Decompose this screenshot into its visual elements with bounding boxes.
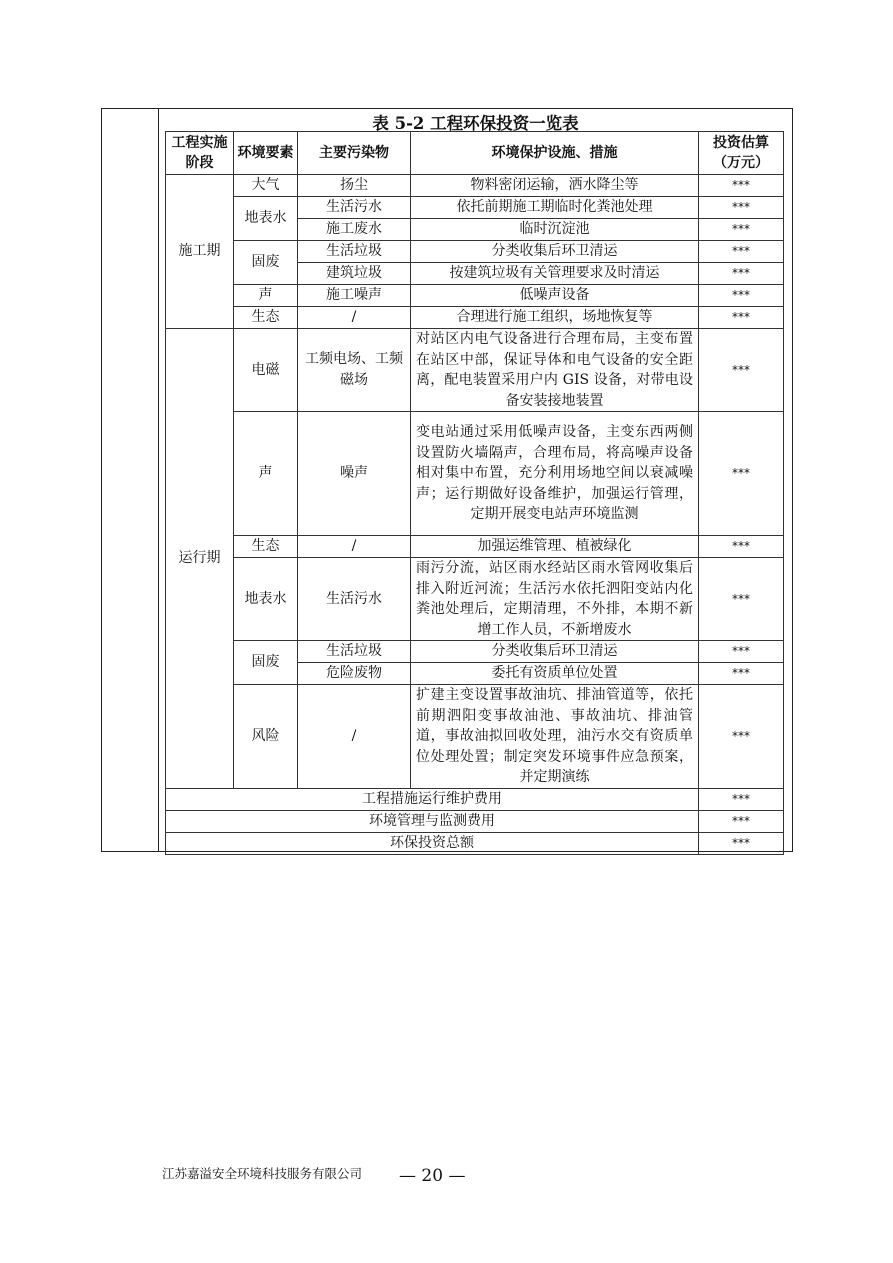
pollutant-cell: 施工废水	[298, 219, 411, 241]
invest-cell: ***	[699, 263, 784, 285]
pollutant-cell: 生活污水	[298, 558, 411, 641]
invest-cell: ***	[699, 558, 784, 641]
measure-cell: 依托前期施工期临时化粪池处理	[411, 197, 699, 219]
pollutant-cell: /	[298, 307, 411, 329]
element-cell: 固废	[234, 241, 298, 285]
element-cell: 固废	[234, 641, 298, 685]
invest-cell: ***	[699, 197, 784, 219]
pollutant-cell: 施工噪声	[298, 285, 411, 307]
element-cell: 声	[234, 412, 298, 536]
summary-label: 工程措施运行维护费用	[166, 788, 699, 810]
invest-cell: ***	[699, 832, 784, 854]
measure-cell: 雨污分流，站区雨水经站区雨水管网收集后排入附近河流；生活污水依托泗阳变站内化粪池处理后，定期清理，不外排，本期不新增工作人员，不新增废水	[411, 558, 699, 641]
summary-label: 环保投资总额	[166, 832, 699, 854]
table-row	[166, 536, 784, 558]
table-row	[166, 685, 784, 789]
phase-construction: 施工期	[166, 175, 234, 329]
measure-cell: 物料密闭运输，洒水降尘等	[411, 175, 699, 197]
header-measure: 环境保护设施、措施	[411, 132, 699, 175]
element-cell: 电磁	[234, 329, 298, 412]
table-row	[166, 412, 784, 536]
invest-cell: ***	[699, 810, 784, 832]
invest-cell: ***	[699, 685, 784, 789]
invest-cell: ***	[699, 241, 784, 263]
invest-cell: ***	[699, 285, 784, 307]
footer-company: 江苏嘉溢安全环境科技服务有限公司	[162, 1166, 363, 1181]
element-cell: 地表水	[234, 558, 298, 641]
pollutant-cell: 扬尘	[298, 175, 411, 197]
pollutant-cell: 建筑垃圾	[298, 263, 411, 285]
invest-cell: ***	[699, 788, 784, 810]
pollutant-cell: 噪声	[298, 412, 411, 536]
measure-cell: 委托有资质单位处置	[411, 663, 699, 685]
measure-cell: 分类收集后环卫清运	[411, 241, 699, 263]
summary-label: 环境管理与监测费用	[166, 810, 699, 832]
pollutant-cell: 生活污水	[298, 197, 411, 219]
table-row	[166, 285, 784, 307]
measure-cell: 对站区内电气设备进行合理布局，主变布置在站区中部，保证导体和电气设备的安全距离，配电装置采用户内 GIS 设备，对带电设备安装接地装置	[411, 329, 699, 412]
element-cell: 地表水	[234, 197, 298, 241]
measure-cell: 扩建主变设置事故油坑、排油管道等，依托前期泗阳变事故油池、事故油坑、排油管道，事故油拟回收处理，油污水交有资质单位处理处置；制定突发环境事件应急预案，并定期演练	[411, 685, 699, 789]
table-row	[166, 307, 784, 329]
element-cell: 生态	[234, 307, 298, 329]
header-invest: 投资估算（万元）	[699, 132, 784, 175]
table-row	[166, 197, 784, 219]
header-element: 环境要素	[234, 132, 298, 175]
table-row	[166, 329, 784, 412]
invest-cell: ***	[699, 175, 784, 197]
measure-cell: 低噪声设备	[411, 285, 699, 307]
header-pollutant: 主要污染物	[298, 132, 411, 175]
element-cell: 生态	[234, 536, 298, 558]
summary-row	[166, 788, 784, 810]
measure-cell: 临时沉淀池	[411, 219, 699, 241]
table-row	[166, 241, 784, 263]
element-cell: 大气	[234, 175, 298, 197]
measure-cell: 变电站通过采用低噪声设备，主变东西两侧设置防火墙隔声，合理布局，将高噪声设备相对集中布置，充分利用场地空间以衰减噪声；运行期做好设备维护，加强运行管理，定期开展变电站声环境监测	[411, 412, 699, 536]
measure-cell: 加强运维管理、植被绿化	[411, 536, 699, 558]
pollutant-cell: 工频电场、工频磁场	[298, 329, 411, 412]
pollutant-cell: 生活垃圾	[298, 641, 411, 663]
invest-cell: ***	[699, 219, 784, 241]
invest-cell: ***	[699, 307, 784, 329]
table-row	[166, 641, 784, 663]
summary-row	[166, 832, 784, 854]
element-cell: 风险	[234, 685, 298, 789]
pollutant-cell: 危险废物	[298, 663, 411, 685]
table-row	[166, 175, 784, 197]
pollutant-cell: 生活垃圾	[298, 241, 411, 263]
element-cell: 声	[234, 285, 298, 307]
measure-cell: 分类收集后环卫清运	[411, 641, 699, 663]
invest-cell: ***	[699, 663, 784, 685]
invest-cell: ***	[699, 641, 784, 663]
investment-table	[165, 131, 784, 855]
pollutant-cell: /	[298, 685, 411, 789]
table-row	[166, 558, 784, 641]
measure-cell: 合理进行施工组织，场地恢复等	[411, 307, 699, 329]
page-number: — 20 —	[399, 1166, 466, 1186]
phase-operation: 运行期	[166, 329, 234, 789]
header-phase: 工程实施阶段	[166, 132, 234, 175]
pollutant-cell: /	[298, 536, 411, 558]
measure-cell: 按建筑垃圾有关管理要求及时清运	[411, 263, 699, 285]
table-title: 表 5-2 工程环保投资一览表	[372, 114, 579, 133]
header-row	[166, 132, 784, 175]
summary-row	[166, 810, 784, 832]
invest-cell: ***	[699, 536, 784, 558]
invest-cell: ***	[699, 412, 784, 536]
invest-cell: ***	[699, 329, 784, 412]
left-margin-divider	[158, 108, 159, 852]
